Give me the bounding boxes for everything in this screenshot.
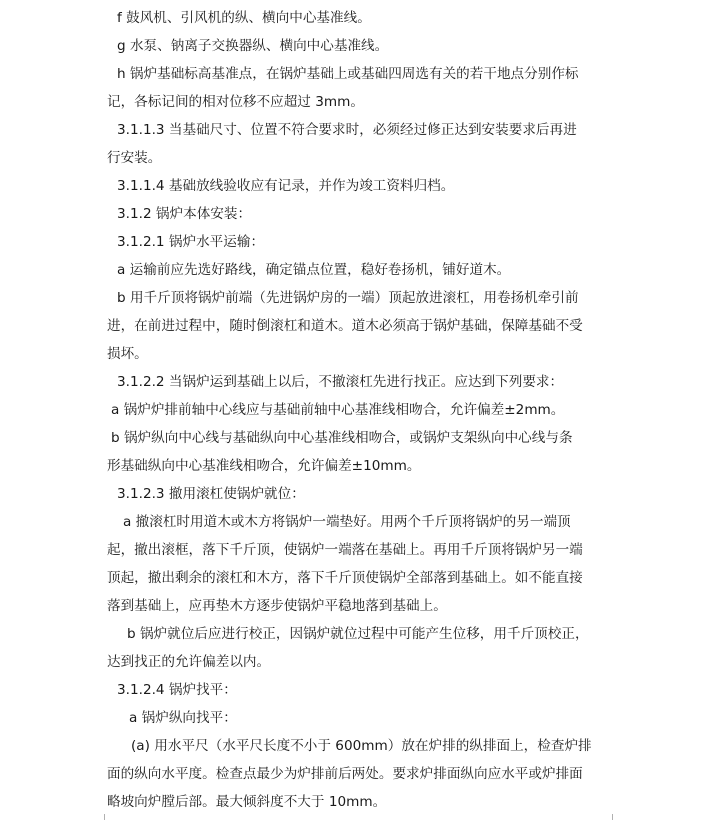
text-line: 行安装。	[107, 150, 162, 166]
document-body	[107, 0, 609, 816]
crop-mark-bottom-left	[98, 814, 105, 820]
text-line: 达到找正的允许偏差以内。	[107, 654, 271, 670]
text-line: 3.1.2.3 撤用滚杠使锅炉就位：	[117, 486, 305, 502]
text-line: a 撤滚杠时用道木或木方将锅炉一端垫好。用两个千斤顶将锅炉的另一端顶	[123, 514, 571, 530]
text-line: g 水泵、钠离子交换器纵、横向中心基准线。	[117, 38, 389, 54]
text-line: 形基础纵向中心基准线相吻合，允许偏差±10mm。	[107, 458, 421, 474]
text-line: 记，各标记间的相对位移不应超过 3mm。	[107, 94, 364, 110]
text-line: b 锅炉纵向中心线与基础纵向中心基准线相吻合，或锅炉支架纵向中心线与条	[111, 430, 573, 446]
text-line: a 锅炉纵向找平：	[129, 710, 237, 726]
text-line: 3.1.1.3 当基础尺寸、位置不符合要求时，必须经过修正达到安装要求后再进	[117, 122, 577, 138]
text-line: 进，在前进过程中，随时倒滚杠和道木。道木必须高于锅炉基础，保障基础不受	[107, 318, 583, 334]
text-line: 3.1.2.2 当锅炉运到基础上以后，不撤滚杠先进行找正。应达到下列要求：	[117, 374, 564, 390]
text-line: 3.1.2.4 锅炉找平：	[117, 682, 237, 698]
text-line: 3.1.1.4 基础放线验收应有记录，并作为竣工资料归档。	[117, 178, 455, 194]
text-line: 落到基础上，应再垫木方逐步使锅炉平稳地落到基础上。	[107, 598, 447, 614]
text-line: f 鼓风机、引风机的纵、横向中心基准线。	[117, 10, 371, 26]
text-line: 顶起，撤出剩余的滚杠和木方，落下千斤顶使锅炉全部落到基础上。如不能直接	[107, 570, 583, 586]
text-line: b 用千斤顶将锅炉前端（先进锅炉房的一端）顶起放进滚杠，用卷扬机牵引前	[117, 290, 579, 306]
text-line: 3.1.2.1 锅炉水平运输：	[117, 234, 265, 250]
text-line: 略坡向炉膛后部。最大倾斜度不大于 10mm。	[107, 794, 387, 810]
crop-mark-bottom-right	[612, 814, 619, 820]
text-line: a 锅炉炉排前轴中心线应与基础前轴中心基准线相吻合，允许偏差±2mm。	[111, 402, 565, 418]
text-line: 面的纵向水平度。检查点最少为炉排前后两处。要求炉排面纵向应水平或炉排面	[107, 766, 583, 782]
text-line: a 运输前应先选好路线，确定锚点位置，稳好卷扬机，铺好道木。	[117, 262, 511, 278]
text-line: h 锅炉基础标高基准点，在锅炉基础上或基础四周选有关的若干地点分别作标	[117, 66, 579, 82]
text-line: 起，撤出滚框，落下千斤顶，使锅炉一端落在基础上。再用千斤顶将锅炉另一端	[107, 542, 583, 558]
text-line: (a) 用水平尺（水平尺长度不小于 600mm）放在炉排的纵排面上，检查炉排	[131, 738, 592, 754]
text-line: 损坏。	[107, 346, 148, 362]
text-line: 3.1.2 锅炉本体安装：	[117, 206, 252, 222]
text-line: b 锅炉就位后应进行校正，因锅炉就位过程中可能产生位移，用千斤顶校正，	[127, 626, 589, 642]
